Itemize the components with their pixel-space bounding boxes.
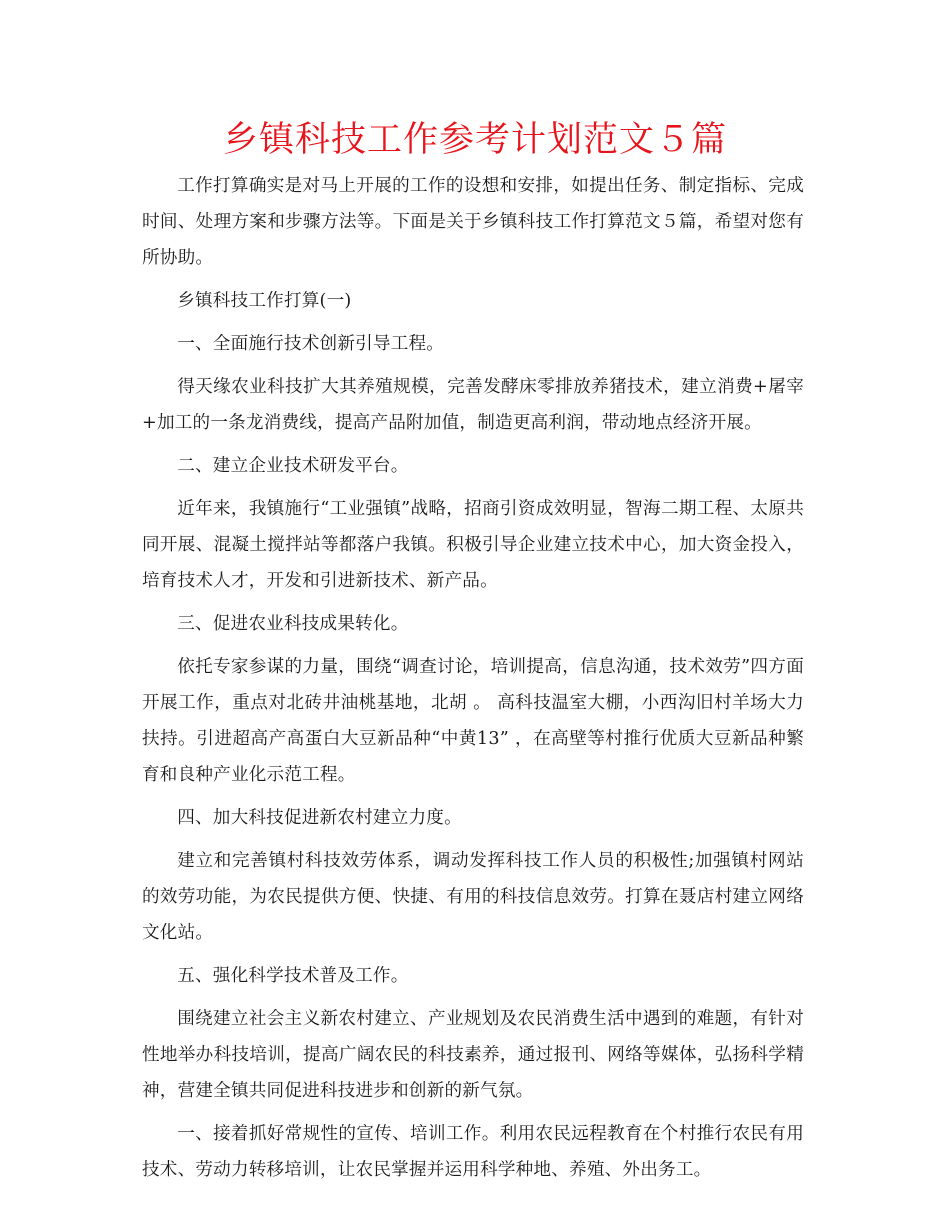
intro-paragraph: 工作打算确实是对马上开展的工作的设想和安排，如提出任务、制定指标、完成时间、处理方案和步骤方法等。下面是关于乡镇科技工作打算范文５篇，希望对您有所协助。	[142, 176, 804, 268]
body-paragraph: 依托专家参谋的力量，围绕“调查讨论，培训提高，信息沟通，技术效劳”四方面开展工作，重点对北砖井油桃基地，北胡 。 高科技温室大棚，小西沟旧村羊场大力扶持。引进超高产高蛋白大豆新品种“中黄13” ，在高壁等村推行优质大豆新品种繁育和良种产业化示范工程。	[142, 657, 804, 785]
item-heading-5: 五、强化科学技术普及工作。	[177, 966, 409, 986]
item-heading-4: 四、加大科技促进新农村建立力度。	[177, 808, 462, 828]
body-paragraph: 围绕建立社会主义新农村建立、产业规划及农民消费生活中遇到的难题，有针对性地举办科技培训，提高广阔农民的科技素养，通过报刊、网络等媒体，弘扬科学精神，营建全镇共同促进科技进步和创新的新气氛。	[142, 1009, 804, 1101]
section-heading-plan-one: 乡镇科技工作打算(一)	[177, 291, 352, 311]
item-heading-3: 三、促进农业科技成果转化。	[177, 614, 409, 634]
body-paragraph: 建立和完善镇村科技效劳体系，调动发挥科技工作人员的积极性;加强镇村网站的效劳功能，为农民提供方便、快捷、有用的科技信息效劳。打算在聂店村建立网络文化站。	[142, 851, 804, 943]
body-paragraph: 近年来，我镇施行“工业强镇”战略，招商引资成效明显，智海二期工程、太原共同开展、混凝土搅拌站等都落户我镇。积极引导企业建立技术中心，加大资金投入，培育技术人才，开发和引进新技术、新产品。	[142, 499, 804, 591]
document-body	[142, 168, 804, 1195]
item-heading-2: 二、建立企业技术研发平台。	[177, 456, 409, 476]
item-heading-1: 一、全面施行技术创新引导工程。	[177, 334, 445, 354]
document-title: 乡镇科技工作参考计划范文５篇	[222, 120, 727, 160]
body-paragraph: 一、接着抓好常规性的宣传、培训工作。利用农民远程教育在个村推行农民有用技术、劳动力转移培训，让农民掌握并运用科学种地、养殖、外出务工。	[142, 1124, 804, 1180]
body-paragraph: 得天缘农业科技扩大其养殖规模，完善发酵床零排放养猪技术，建立消费+屠宰+加工的一条龙消费线，提高产品附加值，制造更高利润，带动地点经济开展。	[142, 377, 804, 433]
